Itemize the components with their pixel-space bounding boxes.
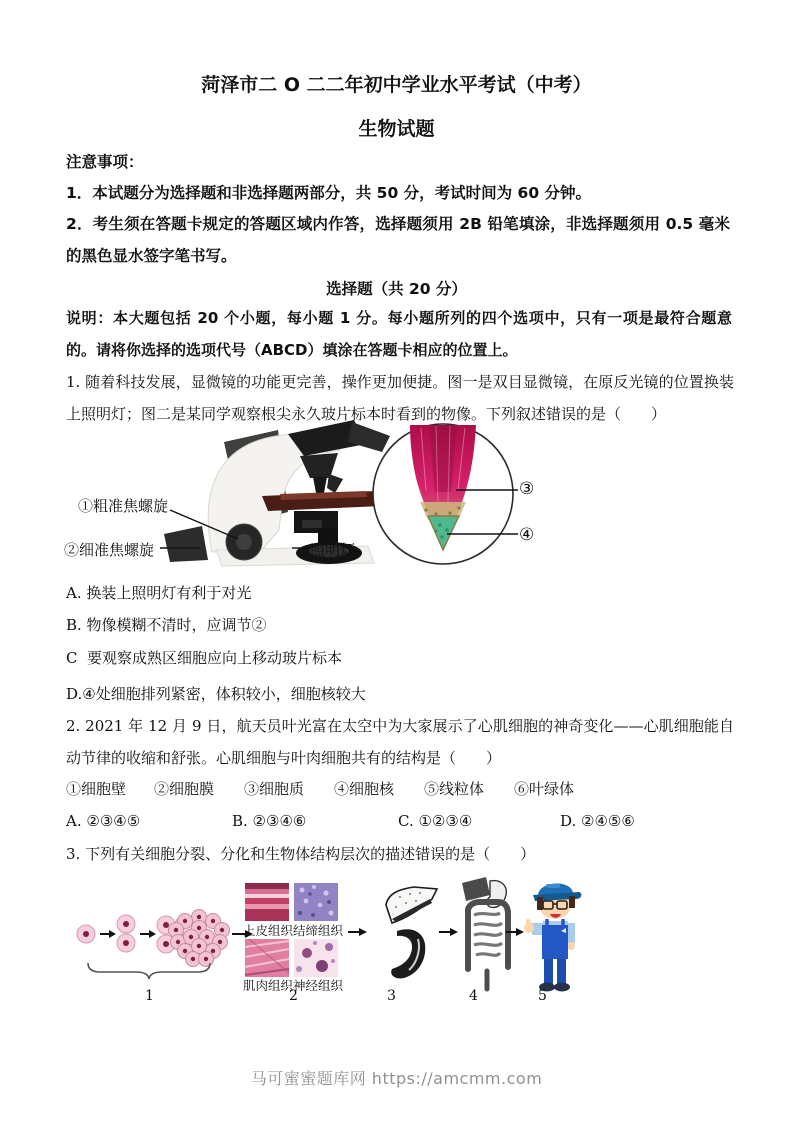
- q2-option-a: A. ②③④⑤: [66, 812, 141, 830]
- microscope-illustration: [164, 420, 404, 566]
- connective-tissue-image: [294, 883, 338, 921]
- section-heading: 选择题（共 20 分）: [326, 280, 467, 298]
- level-number-5: 5: [538, 988, 547, 1004]
- q1-option-c: C 要观察成熟区细胞应向上移动玻片标本: [66, 649, 343, 667]
- label-fine-focus: ②细准焦螺旋: [64, 541, 155, 559]
- structure-item: ②细胞膜: [154, 780, 215, 798]
- q2-option-b: B. ②③④⑥: [232, 812, 307, 830]
- structure-item: ⑥叶绿体: [514, 780, 575, 798]
- structure-item: ④细胞核: [334, 780, 395, 798]
- level-number-2: 2: [289, 988, 298, 1004]
- q1-stem: 1. 随着科技发展，显微镜的功能更完善，操作更加便捷。图一是双目显微镜，在原反光镜的位置换装上照明灯；图二是某同学观察根尖永久玻片标本时看到的物像。下列叙述错误的是（ ）: [66, 373, 734, 423]
- notice-item-2: 2．考生须在答题卡规定的答题区域内作答，选择题须用 2B 铅笔填涂，非选择题须用 0.5 毫米的黑色显水签字笔书写。: [66, 215, 730, 265]
- thumbs-up: [526, 919, 531, 927]
- q2-stem: 2. 2021 年 12 月 9 日，航天员叶光富在太空中为大家展示了心肌细胞的神奇变化——心肌细胞能自动节律的收缩和舒张。心肌细胞与叶肉细胞共有的结构是（ ）: [66, 717, 734, 767]
- notice-item-1: 1．本试题分为选择题和非选择题两部分，共 50 分，考试时间为 60 分钟。: [66, 184, 592, 202]
- nosepiece: [300, 453, 338, 478]
- callout-3-badge: ③: [519, 479, 535, 499]
- cartoon-person: [524, 883, 581, 991]
- section-instructions: 说明：本大题包括 20 个小题，每小题 1 分。每小题所列的四个选项中，只有一项是最符合题意的。请将你选择的选项代号（ABCD）填涂在答题卡相应的位置上。: [66, 309, 732, 359]
- label-coarse-focus: ①粗准焦螺旋: [78, 497, 169, 515]
- q2-option-c: C. ①②③④: [398, 812, 473, 830]
- tissue-label-nervous: 神经组织: [293, 978, 344, 993]
- tissue-label-epithelial: 上皮组织: [243, 923, 294, 938]
- cell-division-sequence: [77, 910, 230, 980]
- structure-item: ①细胞壁: [66, 780, 127, 798]
- cell-cluster: [169, 910, 230, 967]
- callout-4-badge: ④: [519, 525, 535, 545]
- tissue-label-muscle: 肌肉组织: [243, 978, 294, 993]
- notice-heading: 注意事项：: [66, 153, 144, 171]
- muscle-tissue-image: [245, 939, 289, 977]
- q1-option-d: D.④处细胞排列紧密，体积较小，细胞核较大: [66, 685, 366, 703]
- structure-item: ⑤线粒体: [424, 780, 485, 798]
- paper-title: 菏泽市二 O 二二年初中学业水平考试（中考）: [201, 74, 592, 96]
- digestive-system-sketch: [462, 877, 508, 989]
- root-tip-micrograph: [373, 424, 513, 564]
- epithelial-tissue-image: [245, 883, 289, 921]
- nervous-tissue-image: [294, 939, 338, 977]
- stomach-sketch: [391, 929, 425, 978]
- level-number-1: 1: [145, 988, 154, 1004]
- structure-item: ③细胞质: [244, 780, 305, 798]
- q2-option-d: D. ②④⑤⑥: [560, 812, 635, 830]
- tissue-label-connective: 结缔组织: [293, 923, 344, 938]
- q3-stem: 3. 下列有关细胞分裂、分化和生物体结构层次的描述错误的是（ ）: [66, 845, 536, 863]
- liver-sketch: [386, 887, 437, 923]
- level-number-3: 3: [387, 988, 396, 1004]
- organs-illustration: [386, 887, 437, 978]
- footer-watermark: 马可蜜蜜题库网 https://amcmm.com: [250, 1069, 543, 1088]
- paper-subtitle: 生物试题: [358, 118, 435, 140]
- q1-option-b: B. 物像模糊不清时，应调节②: [66, 616, 267, 634]
- q1-option-a: A. 换装上照明灯有利于对光: [66, 584, 252, 602]
- label-lamp: 照明灯: [310, 541, 356, 559]
- level-number-4: 4: [469, 988, 478, 1004]
